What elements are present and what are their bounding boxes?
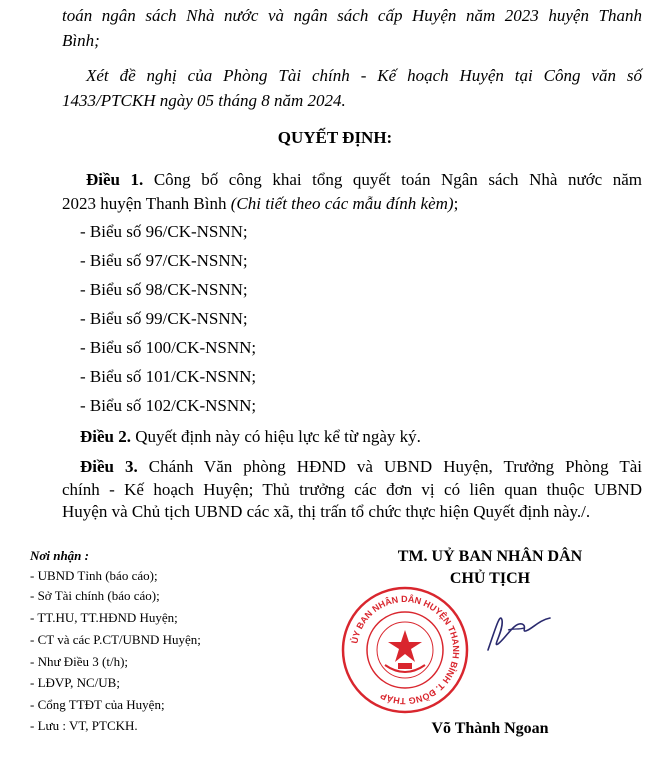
article-3-label: Điều 3. <box>80 457 138 476</box>
article-3-text: Chánh Văn phòng HĐND và UBND Huyện, Trưởng Phòng Tài <box>137 457 642 476</box>
article-1-line-2 <box>62 194 458 214</box>
form-item: - Biểu số 101/CK-NSNN; <box>80 367 257 386</box>
recipient-item: - Cổng TTĐT của Huyện; <box>30 697 165 712</box>
recipients-title: Nơi nhận : <box>30 548 89 563</box>
intro-line-1: toán ngân sách Nhà nước và ngân sách cấp Huyện năm 2023 huyện Thanh <box>62 6 642 25</box>
article-1-line-1 <box>86 170 642 190</box>
recipient-item: - TT.HU, TT.HĐND Huyện; <box>30 610 178 625</box>
signer-position: CHỦ TỊCH <box>449 570 531 587</box>
recipient-item: - Sở Tài chính (báo cáo); <box>30 588 160 603</box>
article-1-label: Điều 1. <box>86 170 144 189</box>
recipient-item: - Như Điều 3 (t/h); <box>30 654 129 669</box>
form-item: - Biểu số 100/CK-NSNN; <box>80 338 257 357</box>
intro-line-3: Xét đề nghị của Phòng Tài chính - Kế hoạch Huyện tại Công văn số <box>86 66 642 85</box>
recipient-item: - UBND Tỉnh (báo cáo); <box>30 568 158 583</box>
svg-text:ỦY BAN NHÂN DÂN HUYỆN THANH BÌ: ỦY BAN NHÂN DÂN HUYỆN THANH BÌNH T. ĐỒNG THÁP <box>349 593 462 707</box>
recipient-item: - LĐVP, NC/UB; <box>30 675 120 690</box>
form-item: - Biểu số 96/CK-NSNN; <box>80 222 248 241</box>
article-1-text-italic: (Chi tiết theo các mẫu đính kèm) <box>230 194 454 213</box>
form-item: - Biểu số 102/CK-NSNN; <box>80 396 257 415</box>
article-3-line-3: Huyện và Chủ tịch UBND các xã, thị trấn tổ chức thực hiện Quyết định này./. <box>62 502 591 521</box>
article-3-line-1 <box>80 457 642 477</box>
article-3-line-2: chính - Kế hoạch Huyện; Thủ trưởng các đơn vị có liên quan thuộc UBND <box>62 480 642 499</box>
decision-heading: QUYẾT ĐỊNH: <box>277 128 393 147</box>
article-2-label: Điều 2. <box>80 427 131 446</box>
form-item: - Biểu số 99/CK-NSNN; <box>80 309 248 328</box>
form-item: - Biểu số 98/CK-NSNN; <box>80 280 248 299</box>
form-item: - Biểu số 97/CK-NSNN; <box>80 251 248 270</box>
handwritten-signature <box>470 600 560 660</box>
recipient-item: - CT và các P.CT/UBND Huyện; <box>30 632 201 647</box>
article-2 <box>80 427 421 447</box>
intro-line-2: Bình; <box>62 31 100 50</box>
intro-line-4: 1433/PTCKH ngày 05 tháng 8 năm 2024. <box>62 91 346 110</box>
article-1-text-end: ; <box>453 194 459 213</box>
signer-name: Võ Thành Ngoan <box>431 720 549 737</box>
article-2-text: Quyết định này có hiệu lực kể từ ngày ký. <box>131 427 421 446</box>
article-1-text: Công bố công khai tổng quyết toán Ngân sách Nhà nước năm <box>143 170 642 189</box>
signer-organization: TM. UỶ BAN NHÂN DÂN <box>397 548 583 565</box>
official-seal <box>340 585 470 715</box>
article-1-text-plain: 2023 huyện Thanh Bình <box>62 194 231 213</box>
recipient-item: - Lưu : VT, PTCKH. <box>30 718 138 733</box>
